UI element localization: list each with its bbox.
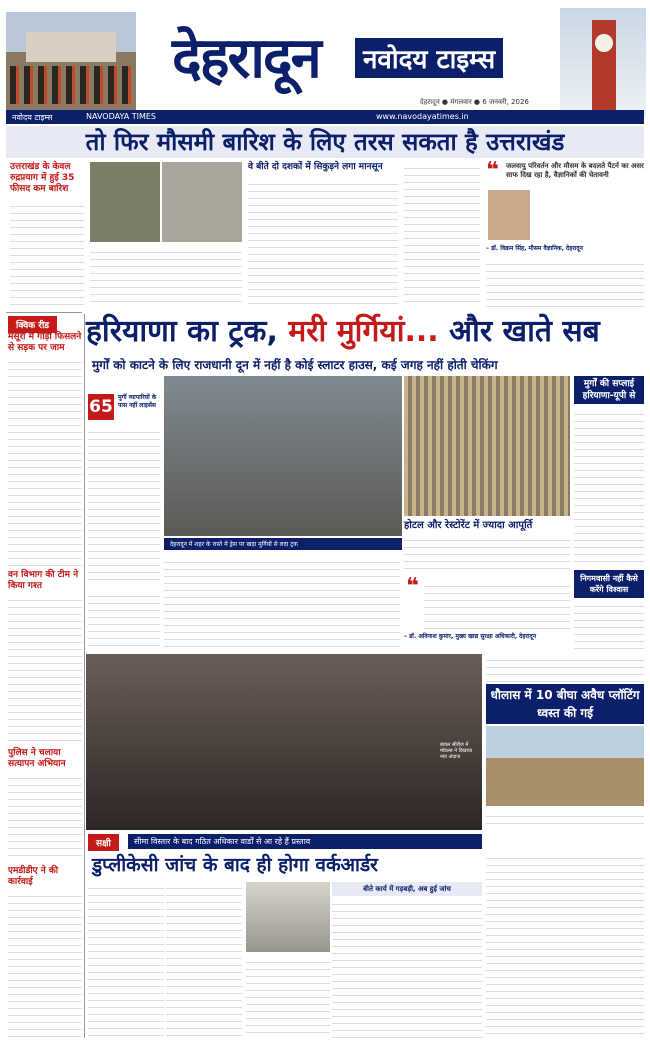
bottom-side-text	[332, 898, 482, 1038]
story-col2-text	[164, 556, 400, 652]
inset2-text	[574, 600, 644, 652]
fashion-photo	[86, 654, 482, 830]
bottom-headline[interactable]: डुप्लीकेसी जांच के बाद ही होगा वर्कआर्डर	[92, 854, 378, 876]
story-subhead: मुर्गों को काटने के लिए राजधानी दून में नहीं है कोई स्लाटर हाउस, कई जगह नहीं होती चेकिंग	[92, 358, 498, 372]
lead-headline[interactable]: तो फिर मौसमी बारिश के लिए तरस सकता है उत्तराखंड	[6, 126, 644, 158]
bar-mid-label: NAVODAYA TIMES	[86, 112, 157, 121]
masthead-logo-sub[interactable]: नवोदय टाइम्स	[355, 38, 503, 78]
bottom-photo	[246, 882, 330, 952]
right-bottom-text	[486, 852, 644, 1038]
quick-read-item-4[interactable]: एमडीडीए ने की कार्रवाई	[8, 866, 59, 887]
lead-photo-1	[90, 162, 160, 242]
story-main-photo	[164, 376, 402, 536]
quote-icon: ❝	[486, 158, 499, 183]
quick-read-text-4	[8, 890, 82, 1038]
masthead-logo-main[interactable]: देहरादून	[172, 26, 320, 91]
photo-building	[26, 32, 116, 62]
mid-quote-attribution: – डॉ. अविनाश कुमार, मुख्य खाद्य सुरक्षा अधिकारी, देहरादून	[404, 633, 537, 640]
inset2-headline[interactable]: निगमवासी नहीं कैसे करेंगे विश्वास	[574, 570, 644, 598]
quick-read-item-3[interactable]: पुलिस ने चलाया सत्यापन अभियान	[8, 748, 66, 769]
lead-col1-text	[10, 200, 84, 308]
quick-read-tag: क्विक रीड	[8, 316, 57, 333]
story-cage-photo	[404, 376, 570, 516]
masthead-date: देहरादून ● मंगलवार ● 6 जनवरी, 2026	[420, 98, 529, 106]
bar-left-label: नवोदय टाइम्स	[12, 113, 53, 122]
masthead-photo-clocktower	[560, 8, 646, 118]
lead-col1-headline[interactable]: उत्तराखंड के केवल रुद्रप्रयाग में हुई 35 फीसद कम बारिश	[10, 162, 75, 194]
story-col1b-text	[88, 590, 160, 652]
quote-icon-2: ❝	[406, 574, 419, 599]
lead-col2-text	[90, 246, 242, 308]
dhaulas-photo	[486, 726, 644, 806]
quick-read-text-2	[8, 594, 82, 744]
story-photo-caption: देहरादून में शहर के रास्ते में ड्रेस पर खड़ा मुर्गियों से लदा ट्रक	[164, 538, 402, 550]
quick-read-text-1	[8, 356, 82, 566]
mid-quote-text	[424, 580, 570, 630]
bottom-col2-text	[166, 882, 242, 1038]
quick-read-item-1[interactable]: मसूरी में गाड़ी फिसलने से सड़क पर जाम	[8, 332, 82, 353]
stat-caption: मुर्गी व्यापारियों के पास नहीं लाइसेंस	[118, 394, 157, 409]
mid-text	[404, 534, 570, 574]
lead-col5-text	[486, 258, 644, 308]
lead-photo-2	[162, 162, 242, 242]
dhaulas-text	[486, 810, 644, 830]
story-col1-text	[88, 426, 160, 586]
stat-number: 65	[88, 394, 114, 420]
dhaulas-headline[interactable]: धौलास में 10 बीघा अवैध प्लॉटिंग ध्वस्त की गई	[486, 684, 644, 724]
bottom-col3-text	[246, 956, 330, 1038]
mid-headline[interactable]: होटल और रेस्टोरेंट में ज्यादा आपूर्ति	[404, 520, 533, 531]
fashion-tag: सक्षी	[88, 834, 119, 851]
quick-read-text-3	[8, 772, 82, 862]
lead-col3-text	[248, 178, 398, 308]
website-link[interactable]: www.navodayatimes.in	[376, 112, 469, 121]
clock-icon	[595, 34, 613, 52]
story-headline[interactable]: हरियाणा का ट्रक, मरी मुर्गियां... और खाते सब	[86, 314, 600, 349]
inset-text	[574, 408, 644, 568]
lead-quote: जलवायु परिवर्तन और मौसम के बदलते पैटर्न का असर साफ दिख रहा है, वैज्ञानिकों की चेतावनी	[506, 162, 644, 179]
inset-headline[interactable]: मुर्गों की सप्लाई हरियाणा-यूपी से	[574, 376, 644, 404]
masthead-bar	[6, 110, 644, 124]
photo-marchers	[10, 66, 132, 104]
expert-portrait	[488, 190, 530, 240]
masthead-photo-parade	[6, 12, 136, 112]
masthead	[0, 0, 650, 120]
fashion-side-note: बायल सीरीज में मॉडल्स ने दिखाया नया अंदाज	[440, 742, 473, 760]
bottom-col1-text	[88, 882, 164, 1038]
lead-col4-text	[404, 162, 480, 308]
quick-read-item-2[interactable]: वन विभाग की टीम ने किया गश्त	[8, 570, 79, 591]
lead-quote-attribution: – डॉ. विक्रम सिंह, मौसम वैज्ञानिक, देहरादून	[486, 245, 583, 252]
fashion-caption: सीमा विस्तार के बाद गठित अधिकार वार्डों से आ रहे हैं प्रस्ताव	[128, 834, 482, 849]
fashion-side-text	[486, 654, 644, 682]
bottom-side-headline[interactable]: बीते कार्य में गड़बड़ी, अब हुई जांच	[332, 882, 482, 896]
lead-col3-headline[interactable]: वे बीते दो दशकों में सिकुड़ने लगा मानसून	[248, 162, 383, 172]
